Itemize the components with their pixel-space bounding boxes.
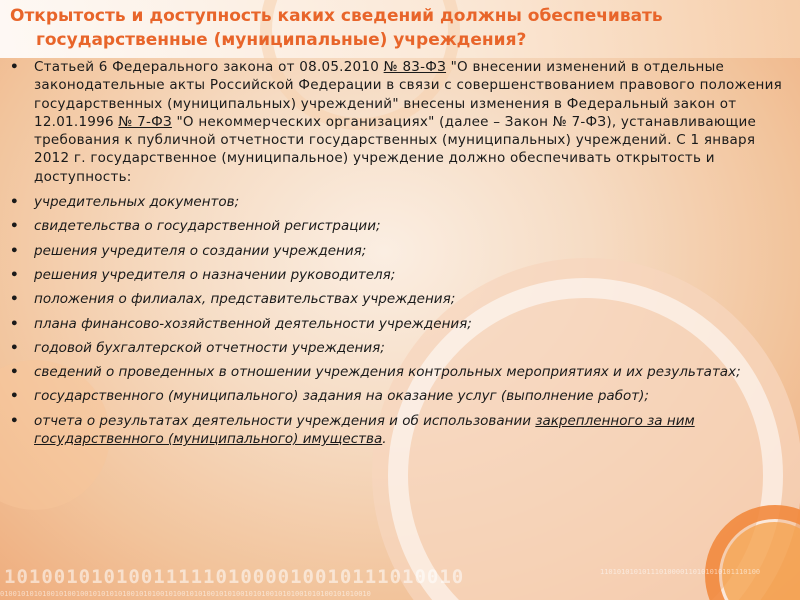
slide-title-line2: государственные (муниципальные) учреждения?: [36, 30, 527, 50]
list-item: • государственного (муниципального) задания на оказание услуг (выполнение работ);: [10, 387, 790, 405]
intro-text-3: "О некоммерческих организациях" (далее – Закон № 7-ФЗ), устанавливающие требования к публичной отчетности государственных (муниципальных) учреждений. С 1 января 2012 г. государственное (муниципальное) учреждение должно обеспечивать открытость и доступность:: [34, 113, 757, 185]
last-item-underlined: закрепленного за ним государственного (муниципального) имущества: [34, 412, 695, 448]
list-item: • свидетельства о государственной регистрации;: [10, 217, 790, 235]
bullet-list: [10, 58, 790, 454]
law-83-fz-link[interactable]: № 83-ФЗ: [383, 59, 447, 75]
list-item: • решения учредителя о назначении руководителя;: [10, 266, 790, 284]
binary-text-large: 1010010101001111101000010010111010010: [4, 566, 465, 588]
list-item: • сведений о проведенных в отношении учреждения контрольных мероприятиях и их результатах;: [10, 363, 790, 381]
last-item-text-1: отчета о результатах деятельности учреждения и об использовании: [34, 412, 536, 429]
intro-text-1: Статьей 6 Федерального закона от 08.05.2010: [34, 59, 384, 75]
binary-text-bottom: 0100101010100101001001010101010010101001010010101001010100101010010101001010100101010010: [0, 590, 371, 598]
list-item: • положения о филиалах, представительствах учреждения;: [10, 290, 790, 308]
slide-title: [10, 4, 790, 52]
list-item: • учредительных документов;: [10, 193, 790, 211]
slide-title-line1: Открытость и доступность каких сведений должны обеспечивать: [10, 6, 663, 26]
list-item-last: [10, 412, 790, 449]
list-item: • плана финансово-хозяйственной деятельности учреждения;: [10, 315, 790, 333]
list-item: • годовой бухгалтерской отчетности учреждения;: [10, 339, 790, 357]
binary-text-small: 11010101010111010000110101010101110100: [600, 568, 761, 576]
list-item: • решения учредителя о создании учреждения;: [10, 242, 790, 260]
last-item-text-end: .: [382, 431, 387, 448]
law-7-fz-link[interactable]: № 7-ФЗ: [118, 113, 172, 130]
intro-paragraph: [10, 58, 790, 186]
intro-text-2: "О внесении изменений в отдельные законодательные акты Российской Федерации в связи с совершенствованием правового положения государственных (муниципальных) учреждений" внесены изменения в Федеральный закон от 12.01.1996: [34, 59, 782, 130]
